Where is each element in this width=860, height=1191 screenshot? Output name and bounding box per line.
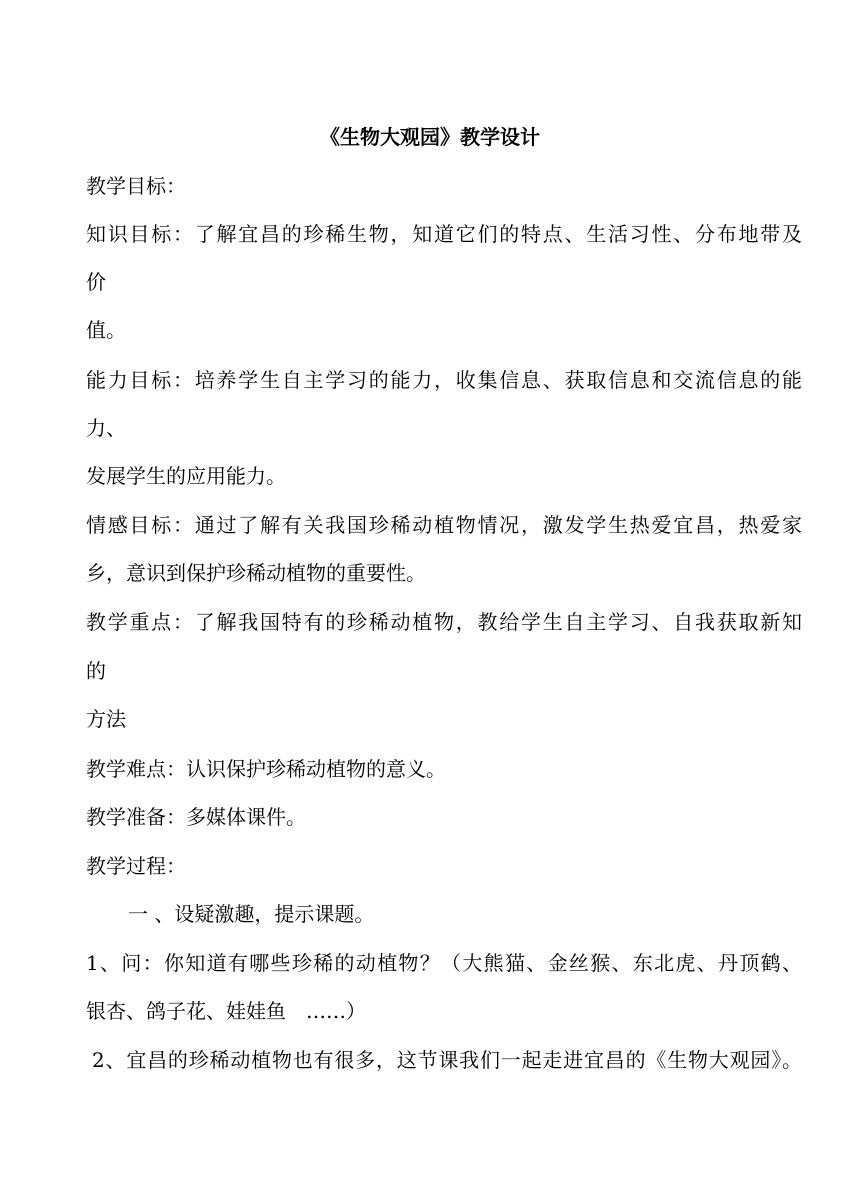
preparation-line: 教学准备：多媒体课件。 xyxy=(86,805,306,829)
knowledge-goal-line-3: 值。 xyxy=(86,318,126,342)
section-one-heading: 一 、设疑激趣，提示课题。 xyxy=(128,902,375,926)
knowledge-goal-line-1: 知识目标：了解宜昌的珍稀生物，知道它们的特点、生活习性、分布地带及 xyxy=(86,222,802,246)
knowledge-goal-line-2: 价 xyxy=(86,270,106,294)
question-line-2: 银杏、鸽子花、娃娃鱼 ……） xyxy=(86,999,366,1023)
key-point-line-2: 的 xyxy=(86,659,106,683)
introduction-line: 2、宜昌的珍稀动植物也有很多，这节课我们一起走进宜昌的《生物大观园》。 xyxy=(92,1048,802,1072)
document-title: 《生物大观园》教学设计 xyxy=(320,125,540,149)
emotion-goal-line-2: 乡，意识到保护珍稀动植物的重要性。 xyxy=(86,561,426,585)
difficult-point-line: 教学难点：认识保护珍稀动植物的意义。 xyxy=(86,757,446,781)
key-point-line-1: 教学重点：了解我国特有的珍稀动植物，教给学生自主学习、自我获取新知 xyxy=(86,610,802,634)
ability-goal-line-3: 发展学生的应用能力。 xyxy=(86,464,286,488)
question-line-1: 1、问：你知道有哪些珍稀的动植物？（大熊猫、金丝猴、东北虎、丹顶鹤、 xyxy=(86,951,802,975)
emotion-goal-line-1: 情感目标：通过了解有关我国珍稀动植物情况，激发学生热爱宜昌，热爱家 xyxy=(86,513,802,537)
heading-teaching-goals: 教学目标： xyxy=(86,174,186,198)
ability-goal-line-1: 能力目标：培养学生自主学习的能力，收集信息、获取信息和交流信息的能 xyxy=(86,368,802,392)
key-point-line-3: 方法 xyxy=(86,707,126,731)
heading-teaching-process: 教学过程： xyxy=(86,854,186,878)
ability-goal-line-2: 力、 xyxy=(86,416,126,440)
